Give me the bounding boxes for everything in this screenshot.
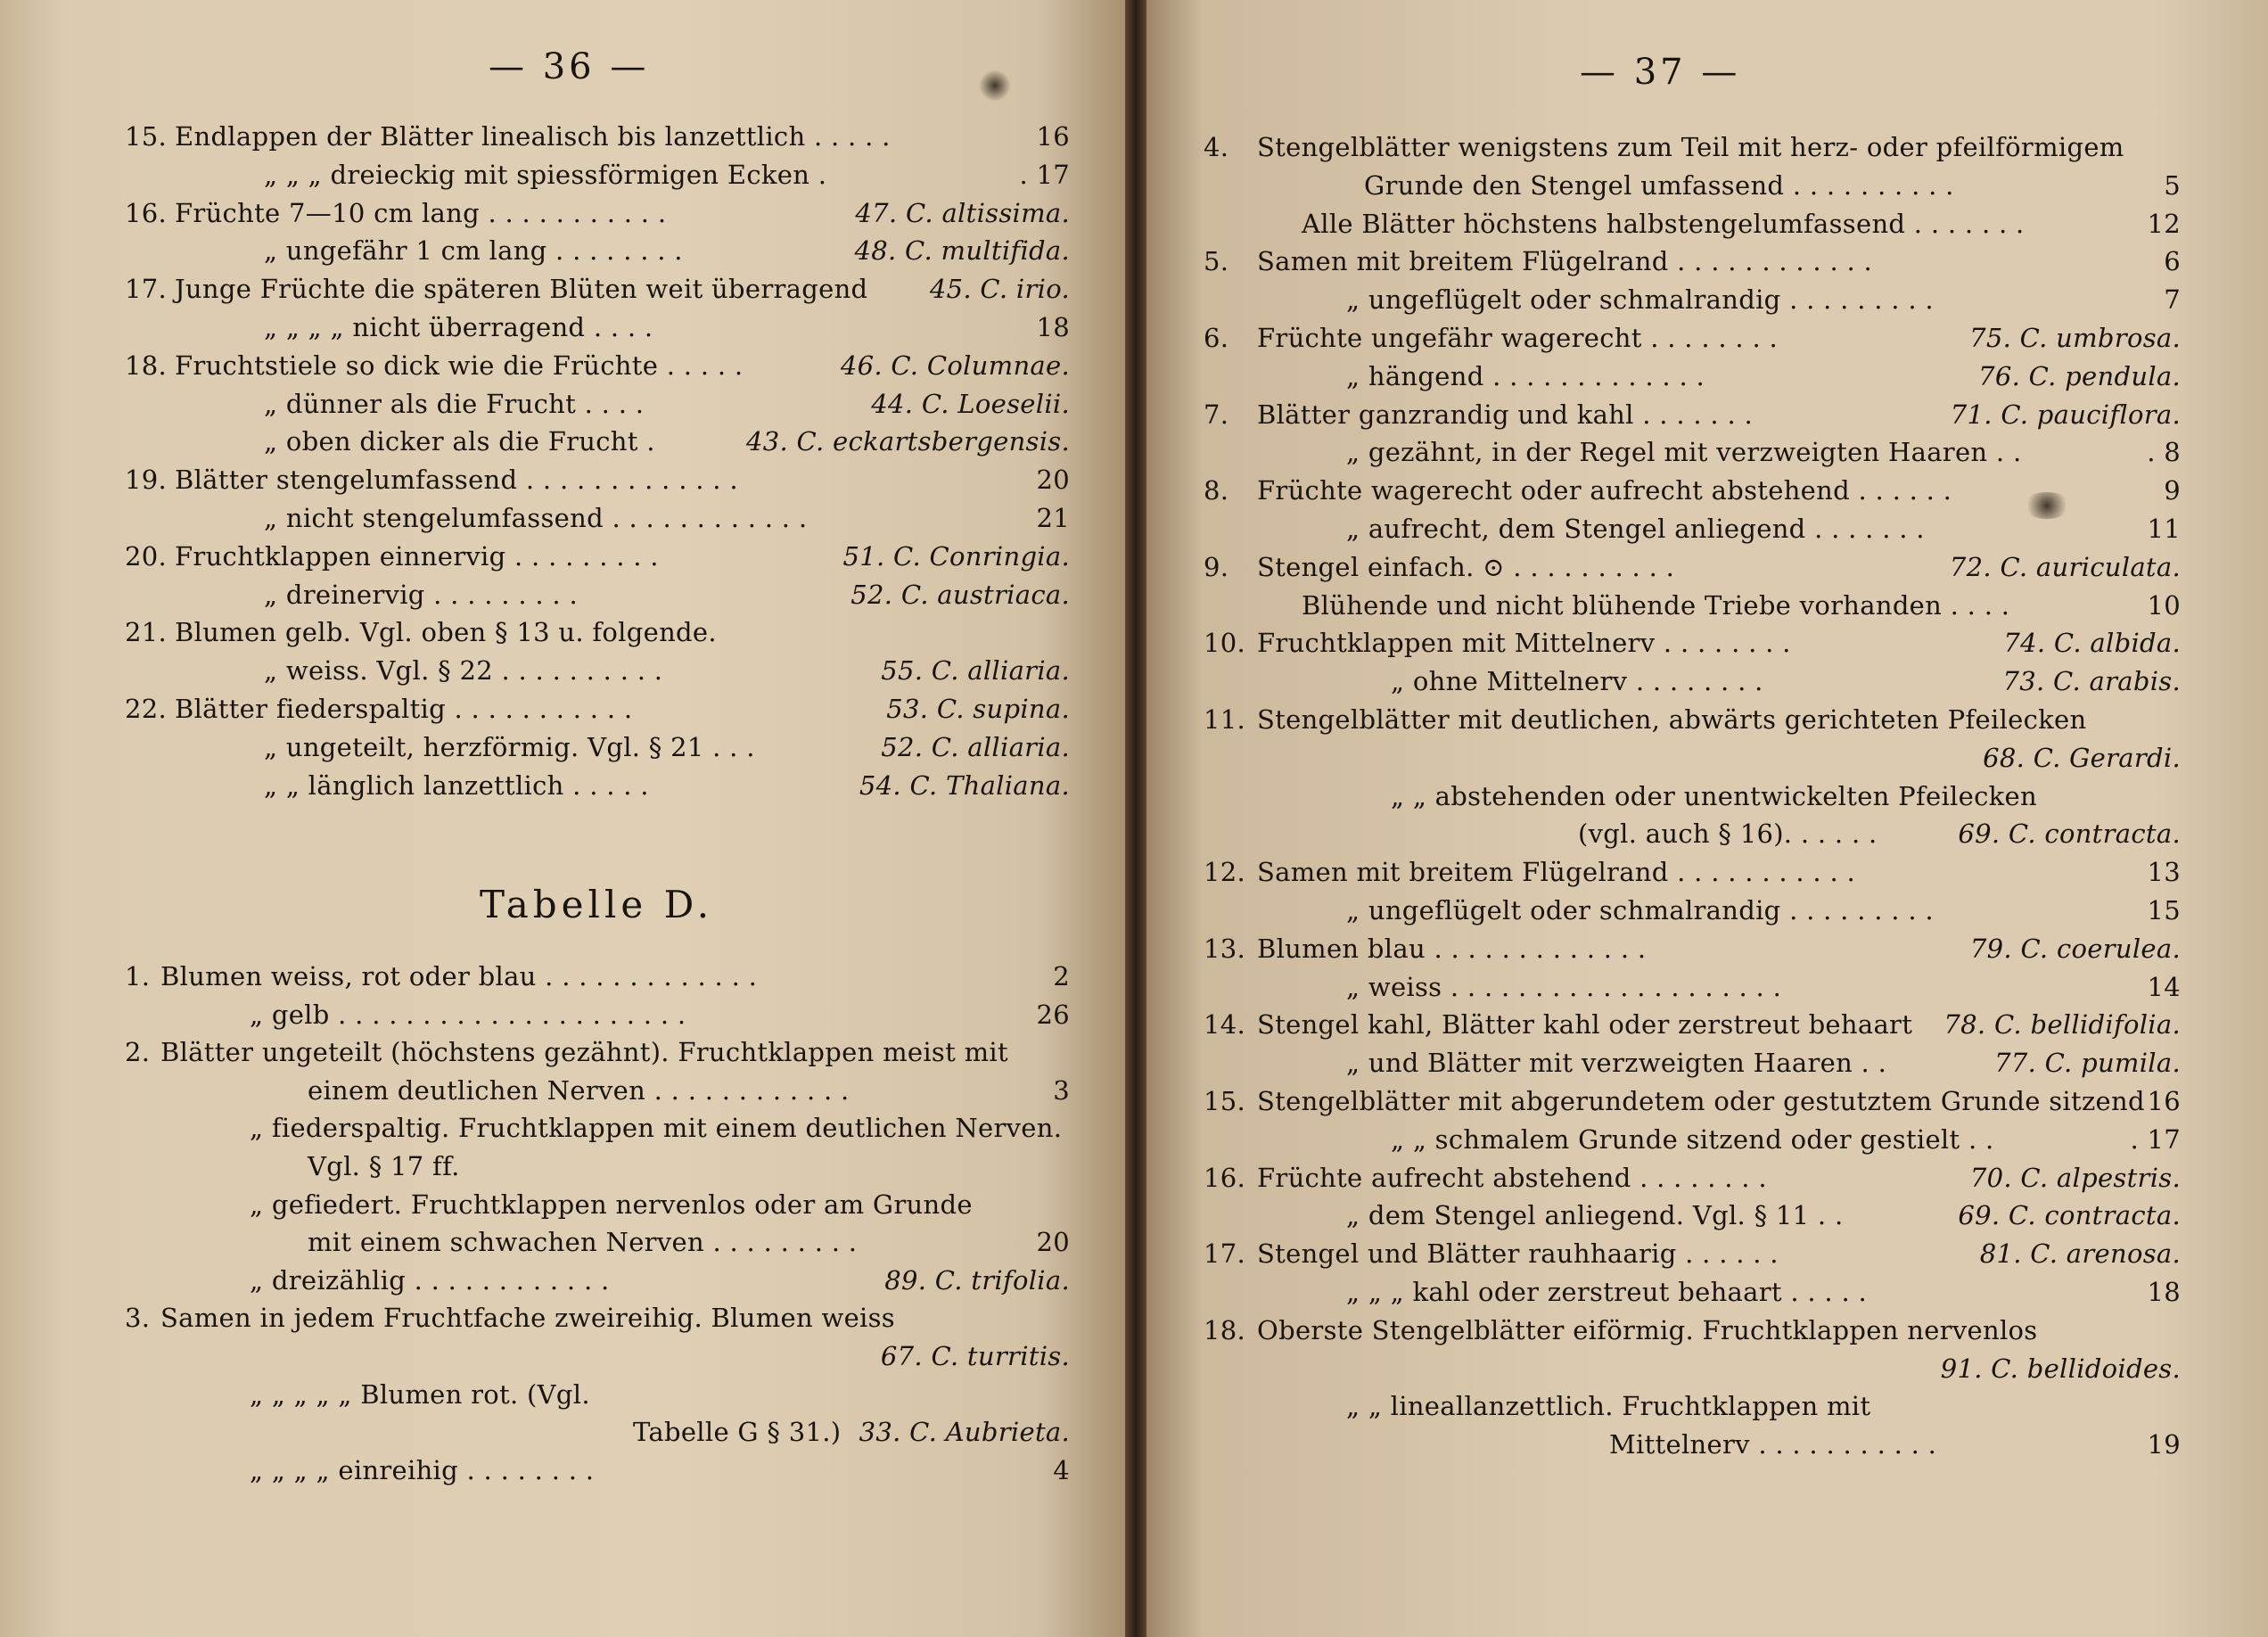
key-number: 17. (125, 274, 168, 305)
species-reference: 75. C. umbrosa. (1969, 323, 2181, 353)
key-line (1204, 590, 2181, 621)
key-text: „ ungefähr 1 cm lang . . . . . . . . (264, 235, 683, 267)
key-text: „ „ länglich lanzettlich . . . . . (264, 769, 649, 801)
key-text: Blätter fiederspaltig . . . . . . . . . . . (175, 694, 633, 724)
key-number: 15. (1204, 1086, 1246, 1116)
key-number: 16. (1204, 1162, 1246, 1193)
species-reference: 43. C. eckartsbergensis. (745, 426, 1070, 457)
key-text: „ und Blätter mit verzweigten Haaren . . (1346, 1048, 1887, 1079)
key-line (125, 1455, 1070, 1485)
key-line (1204, 1429, 2181, 1460)
key-text: „ ungeflügelt oder schmalrandig . . . . . . . . . (1346, 284, 1934, 316)
key-line (125, 1113, 1070, 1143)
species-reference: 67. C. turritis. (880, 1341, 1070, 1371)
step-reference: 9 (2164, 475, 2181, 506)
key-text: „ gezähnt, in der Regel mit verzweigten Haaren . . (1346, 437, 2022, 468)
key-line (1204, 514, 2181, 544)
key-line (1204, 1163, 2181, 1193)
step-reference: 15 (2147, 895, 2181, 925)
key-line (125, 121, 1070, 152)
key-text: „ gefiedert. Fruchtklappen nervenlos oder am Grunde (250, 1189, 973, 1220)
step-reference: 4 (1053, 1454, 1070, 1485)
step-reference: . 8 (2147, 437, 2181, 468)
key-number: 22. (125, 694, 168, 724)
key-number: 19. (125, 465, 168, 496)
key-number: 16. (125, 197, 168, 228)
key-line (125, 465, 1070, 495)
key-number: 3. (125, 1303, 151, 1334)
key-line (1204, 1048, 2181, 1078)
key-line (125, 617, 1070, 647)
ink-spot (979, 70, 1011, 102)
key-line (125, 503, 1070, 533)
step-reference: 16 (1036, 121, 1070, 152)
step-reference: 5 (2164, 169, 2181, 201)
species-reference: 91. C. bellidoides. (1940, 1353, 2181, 1384)
step-reference: 19 (2147, 1429, 2181, 1460)
key-text: „ „ „ „ einreihig . . . . . . . . (250, 1454, 595, 1485)
key-number: 21. (125, 617, 168, 648)
key-text: Stengelblätter wenigstens zum Teil mit herz- oder pfeilförmigem (1257, 132, 2124, 162)
key-line (125, 1189, 1070, 1220)
key-text: Fruchtstiele so dick wie die Früchte . . . . . (175, 350, 744, 381)
key-line (1204, 1391, 2181, 1421)
key-number: 20. (125, 540, 168, 572)
step-reference: 13 (2147, 857, 2181, 888)
key-text: Blätter ungeteilt (höchstens gezähnt). Fruchtklappen meist mit (160, 1037, 1008, 1068)
species-reference: 55. C. alliaria. (881, 655, 1070, 687)
key-text: Junge Früchte die späteren Blüten weit überragend (175, 274, 868, 305)
key-line (1204, 399, 2181, 430)
step-reference: 10 (2147, 589, 2181, 621)
key-line (125, 1075, 1070, 1106)
step-reference: 6 (2164, 246, 2181, 277)
step-reference: 18 (2147, 1277, 2181, 1307)
key-number: 8. (1204, 475, 1229, 506)
key-text: „ fiederspaltig. Fruchtklappen mit einem deutlichen Nerven. (250, 1113, 1063, 1144)
key-line (1204, 743, 2181, 773)
species-reference: 54. C. Thaliana. (859, 769, 1070, 801)
species-reference: 71. C. pauciflora. (1950, 399, 2181, 430)
step-reference: 18 (1036, 312, 1070, 342)
key-text: „ gelb . . . . . . . . . . . . . . . . . . . . . (250, 999, 686, 1030)
step-reference: 12 (2147, 208, 2181, 239)
ink-spot (2022, 492, 2072, 519)
species-reference: 68. C. Gerardi. (1983, 742, 2181, 773)
species-reference: 44. C. Loeselii. (871, 388, 1070, 419)
key-text: „ hängend . . . . . . . . . . . . . (1346, 360, 1705, 391)
key-line (1204, 934, 2181, 964)
key-text: „ „ „ „ „ Blumen rot. (Vgl. (250, 1378, 590, 1410)
key-text: Samen mit breitem Flügelrand . . . . . . . . . . . (1257, 857, 1856, 888)
key-number: 4. (1204, 132, 1229, 162)
species-reference: 47. C. altissima. (855, 197, 1070, 228)
table-heading: Tabelle D. (480, 883, 714, 926)
key-number: 1. (125, 961, 151, 991)
key-text: „ ohne Mittelnerv . . . . . . . . (1391, 666, 1763, 697)
step-reference: 2 (1053, 961, 1070, 991)
left-page (0, 0, 1125, 1637)
page-number-right: — 37 — (1580, 52, 1741, 93)
key-text: „ dem Stengel anliegend. Vgl. § 11 . . (1346, 1200, 1844, 1231)
step-reference: 7 (2164, 284, 2181, 316)
key-number: 12. (1204, 857, 1246, 888)
species-reference: 73. C. arabis. (2002, 666, 2181, 697)
key-text: „ „ lineallanzettlich. Fruchtklappen mit (1346, 1391, 1871, 1422)
key-line (125, 426, 1070, 457)
key-line (125, 274, 1070, 304)
key-line (125, 160, 1070, 190)
key-number: 18. (125, 350, 168, 381)
key-line (1204, 132, 2181, 162)
key-text: „ „ schmalem Grunde sitzend oder gestielt . . (1391, 1123, 1994, 1155)
key-line (1204, 209, 2181, 239)
key-line (1204, 1238, 2181, 1269)
key-line (125, 1341, 1070, 1371)
key-line (125, 389, 1070, 419)
key-line (1204, 437, 2181, 467)
key-line (125, 580, 1070, 610)
key-text: „ nicht stengelumfassend . . . . . . . . . . . . (264, 503, 808, 533)
key-number: 5. (1204, 246, 1229, 277)
key-text: (vgl. auch § 16). . . . . . (1578, 818, 1878, 850)
page-number-left: — 36 — (489, 46, 650, 87)
key-text: Früchte wagerecht oder aufrecht abstehend . . . . . . (1257, 475, 1952, 506)
key-line (1204, 1009, 2181, 1040)
key-line (1204, 781, 2181, 811)
step-reference: 26 (1036, 999, 1070, 1030)
species-reference: 52. C. alliaria. (881, 731, 1070, 762)
key-text: Blätter ganzrandig und kahl . . . . . . . (1257, 399, 1753, 430)
key-text: Stengel kahl, Blätter kahl oder zerstreut behaart (1257, 1009, 1913, 1041)
key-line (125, 1037, 1070, 1067)
species-reference: 45. C. irio. (929, 274, 1070, 305)
species-reference: 48. C. multifida. (854, 235, 1070, 267)
key-number: 17. (1204, 1238, 1246, 1270)
key-line (125, 770, 1070, 801)
species-reference: 77. C. pumila. (1994, 1048, 2181, 1079)
key-text: Blumen gelb. Vgl. oben § 13 u. folgende. (175, 617, 717, 648)
key-text: Stengel einfach. ⊙ . . . . . . . . . . (1257, 551, 1675, 582)
key-line (1204, 1124, 2181, 1155)
key-line (125, 1227, 1070, 1257)
key-line (1204, 666, 2181, 696)
key-text: „ „ „ dreieckig mit spiessförmigen Ecken . (264, 159, 827, 190)
key-line (1204, 818, 2181, 849)
key-text: Grunde den Stengel umfassend . . . . . . . . . . (1364, 169, 1954, 201)
key-line (125, 732, 1070, 762)
key-line (1204, 323, 2181, 353)
step-reference: 16 (2147, 1086, 2181, 1116)
key-number: 15. (125, 121, 168, 152)
species-reference: 74. C. albida. (2003, 628, 2181, 659)
key-text: Fruchtklappen einnervig . . . . . . . . . (175, 540, 659, 572)
key-line (125, 1303, 1070, 1333)
key-text: „ ungeteilt, herzförmig. Vgl. § 21 . . . (264, 731, 755, 762)
key-number: 2. (125, 1037, 151, 1068)
species-reference: 78. C. bellidifolia. (1943, 1009, 2181, 1041)
key-text: „ „ „ kahl oder zerstreut behaart . . . . . (1346, 1277, 1868, 1307)
key-line (125, 1379, 1070, 1410)
key-line (1204, 1200, 2181, 1230)
key-number: 9. (1204, 551, 1229, 582)
key-line (125, 961, 1070, 991)
key-text: Endlappen der Blätter linealisch bis lanzettlich . . . . . (175, 121, 891, 152)
key-text: „ oben dicker als die Frucht . (264, 426, 655, 457)
key-number: 6. (1204, 323, 1229, 353)
step-reference: 11 (2147, 514, 2181, 544)
step-reference: 20 (1036, 465, 1070, 496)
key-line (125, 1265, 1070, 1296)
key-text: Blätter stengelumfassend . . . . . . . . . . . . . (175, 465, 738, 496)
key-text: Früchte aufrecht abstehend . . . . . . . . (1257, 1162, 1767, 1193)
key-number: 7. (1204, 399, 1229, 430)
key-line (1204, 246, 2181, 276)
species-reference: 89. C. trifolia. (884, 1264, 1070, 1296)
key-number: 11. (1204, 704, 1246, 735)
key-line (1204, 361, 2181, 391)
key-text: Stengelblätter mit abgerundetem oder gestutztem Grunde sitzend (1257, 1086, 2145, 1116)
species-reference: 33. C. Aubrieta. (859, 1417, 1070, 1448)
key-number: 13. (1204, 933, 1246, 964)
key-text: Stengel und Blätter rauhhaarig . . . . . . (1257, 1238, 1779, 1270)
key-line (125, 198, 1070, 228)
key-line (1204, 170, 2181, 201)
key-text: Mittelnerv . . . . . . . . . . . (1609, 1429, 1937, 1460)
key-line (125, 350, 1070, 381)
key-text: einem deutlichen Nerven . . . . . . . . . . . . (308, 1074, 850, 1106)
key-line (125, 541, 1070, 572)
key-line (1204, 704, 2181, 735)
species-reference: 81. C. arenosa. (1979, 1238, 2181, 1270)
key-text: Blumen blau . . . . . . . . . . . . . (1257, 933, 1647, 964)
key-line (125, 235, 1070, 266)
book-gutter (1125, 0, 1146, 1637)
key-line (1204, 1353, 2181, 1384)
key-line (1204, 1315, 2181, 1345)
species-reference: 46. C. Columnae. (840, 350, 1070, 381)
step-reference: 3 (1053, 1074, 1070, 1106)
key-line (1204, 1086, 2181, 1116)
species-reference: 76. C. pendula. (1978, 360, 2181, 391)
step-reference: . 17 (2130, 1123, 2181, 1155)
key-line (1204, 972, 2181, 1002)
key-line (1204, 1277, 2181, 1307)
species-reference: 72. C. auriculata. (1949, 551, 2181, 582)
species-reference: 52. C. austriaca. (850, 579, 1070, 610)
step-reference: 20 (1036, 1227, 1070, 1258)
key-line (125, 1151, 1070, 1181)
key-text: Blühende und nicht blühende Triebe vorhanden . . . . (1302, 589, 2010, 621)
key-text: Früchte 7—10 cm lang . . . . . . . . . . . (175, 197, 667, 228)
key-line (125, 999, 1070, 1030)
key-line (125, 312, 1070, 342)
key-text: Alle Blätter höchstens halbstengelumfassend . . . . . . . (1302, 208, 2025, 239)
step-reference: 14 (2147, 971, 2181, 1002)
key-text: „ dreizählig . . . . . . . . . . . . (250, 1264, 610, 1296)
species-reference: 69. C. contracta. (1958, 818, 2181, 850)
key-text: Fruchtklappen mit Mittelnerv . . . . . . . . (1257, 628, 1791, 659)
key-line (125, 1417, 1070, 1447)
species-reference: 69. C. contracta. (1958, 1200, 2181, 1231)
key-text: „ ungeflügelt oder schmalrandig . . . . . . . . . (1346, 895, 1934, 925)
step-reference: . 17 (1019, 159, 1070, 190)
species-reference: 51. C. Conringia. (842, 540, 1070, 572)
key-line (125, 655, 1070, 686)
key-text: „ „ abstehenden oder unentwickelten Pfeilecken (1391, 780, 2037, 811)
species-reference: 53. C. supina. (886, 694, 1070, 724)
key-text: Samen in jedem Fruchtfache zweireihig. Blumen weiss (160, 1303, 895, 1334)
key-text: Vgl. § 17 ff. (308, 1151, 460, 1181)
key-line (1204, 552, 2181, 582)
step-reference: 21 (1036, 503, 1070, 533)
key-line (1204, 628, 2181, 658)
key-number: 14. (1204, 1009, 1246, 1041)
right-page (1146, 0, 2268, 1637)
key-text: Samen mit breitem Flügelrand . . . . . . . . . . . . (1257, 246, 1873, 277)
key-number: 10. (1204, 628, 1246, 659)
key-line (1204, 895, 2181, 925)
key-text: Stengelblätter mit deutlichen, abwärts gerichteten Pfeilecken (1257, 704, 2087, 735)
key-line (1204, 284, 2181, 315)
key-text: mit einem schwachen Nerven . . . . . . . . . (308, 1227, 858, 1258)
key-text: „ „ „ „ nicht überragend . . . . (264, 312, 653, 342)
key-text: Tabelle G § 31.) (633, 1417, 842, 1448)
key-text: Blumen weiss, rot oder blau . . . . . . . . . . . . . (160, 961, 758, 991)
key-line (1204, 857, 2181, 887)
species-reference: 79. C. coerulea. (1969, 933, 2181, 964)
key-text: „ dünner als die Frucht . . . . (264, 388, 645, 419)
key-line (125, 694, 1070, 724)
key-text: „ aufrecht, dem Stengel anliegend . . . . . . . (1346, 514, 1925, 544)
key-text: Oberste Stengelblätter eiförmig. Fruchtklappen nervenlos (1257, 1314, 2038, 1345)
key-number: 18. (1204, 1314, 1246, 1345)
key-text: „ weiss. Vgl. § 22 . . . . . . . . . . (264, 655, 663, 687)
key-text: Früchte ungefähr wagerecht . . . . . . . . (1257, 323, 1779, 353)
key-text: „ dreinervig . . . . . . . . . (264, 579, 578, 610)
species-reference: 70. C. alpestris. (1969, 1162, 2181, 1193)
key-text: „ weiss . . . . . . . . . . . . . . . . . . . . (1346, 971, 1782, 1002)
